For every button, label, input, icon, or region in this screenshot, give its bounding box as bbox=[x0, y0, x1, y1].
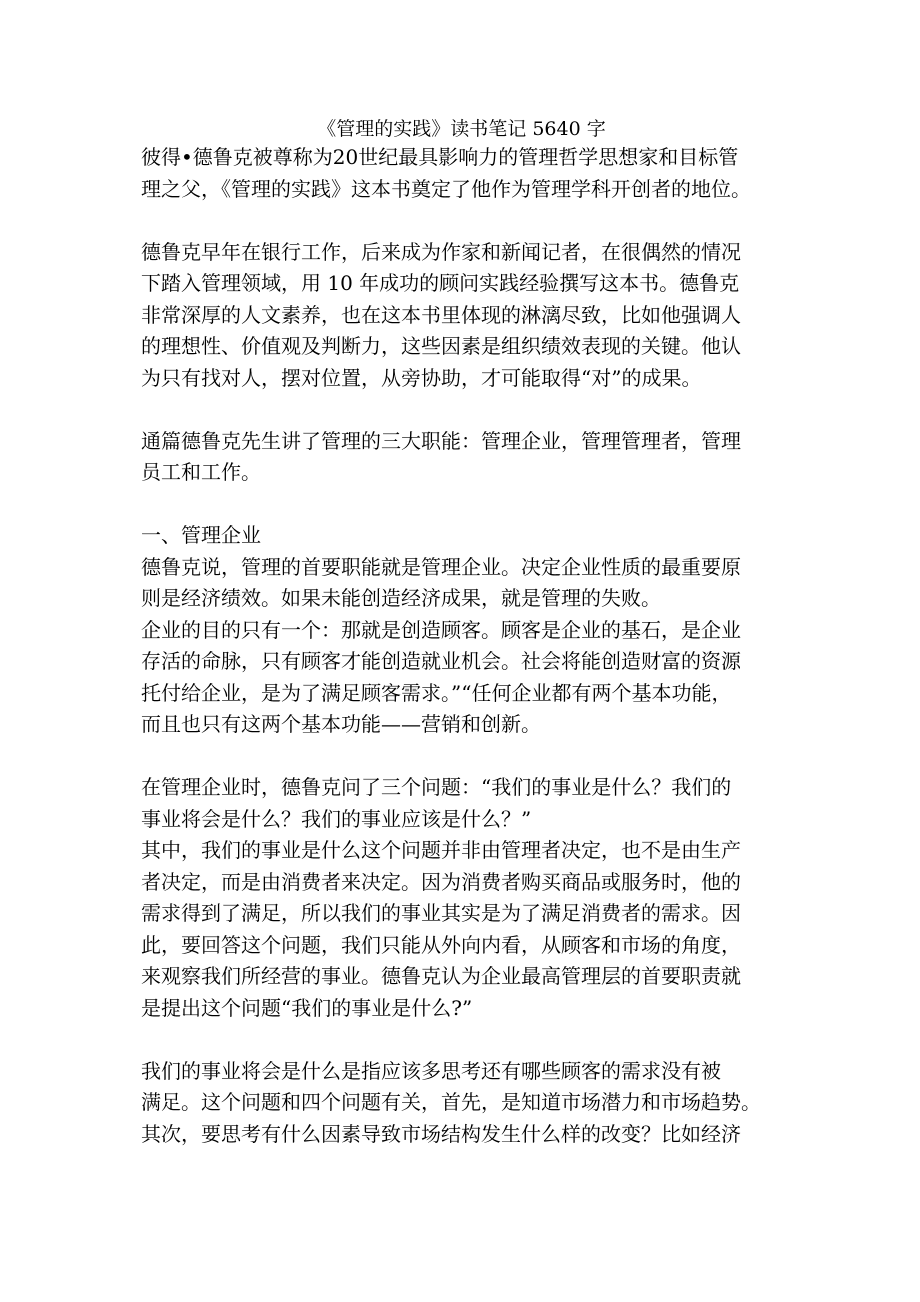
text-line: 者决定，而是由消费者来决定。因为消费者购买商品或服务时，他的 bbox=[141, 869, 741, 894]
text-line: 企业的目的只有一个：那就是创造顾客。顾客是企业的基石，是企业 bbox=[141, 617, 741, 642]
text-line: 员工和工作。 bbox=[141, 460, 261, 484]
text-line: 我们的事业将会是什么是指应该多思考还有哪些顾客的需求没有被 bbox=[141, 1058, 721, 1083]
document-title: 《管理的实践》读书笔记 5640 字 bbox=[317, 118, 606, 140]
paragraph-gap bbox=[141, 489, 782, 521]
section-heading: 一、管理企业 bbox=[141, 523, 261, 547]
text-line: 其中，我们的事业是什么这个问题并非由管理者决定，也不是由生产 bbox=[141, 838, 741, 862]
text-line: 理之父，《管理的实践》这本书奠定了他作为管理学科开创者的地位。 bbox=[141, 176, 751, 201]
text-line: 是提出这个问题“我们的事业是什么?” bbox=[141, 995, 473, 1020]
text-line: 此，要回答这个问题，我们只能从外向内看，从顾客和市场的角度， bbox=[141, 932, 741, 957]
paragraph-gap bbox=[141, 1024, 782, 1056]
paragraph-background bbox=[141, 237, 782, 395]
paragraph-future-business bbox=[141, 1056, 782, 1151]
text-line: 存活的命脉，只有顾客才能创造就业机会。社会将能创造财富的资源 bbox=[141, 649, 741, 673]
text-line: 彼得•德鲁克被尊称为20世纪最具影响力的管理哲学思想家和目标管 bbox=[141, 145, 739, 169]
paragraph-gap bbox=[141, 394, 782, 426]
text-line: 非常深厚的人文素养，也在这本书里体现的淋漓尽致，比如他强调人 bbox=[141, 302, 741, 327]
paragraph-intro bbox=[141, 142, 782, 205]
paragraph-three-questions bbox=[141, 772, 782, 1024]
section-manage-enterprise bbox=[141, 520, 782, 741]
text-line: 来观察我们所经营的事业。德鲁克认为企业最高管理层的首要职责就 bbox=[141, 964, 741, 988]
text-line: 下踏入管理领域，用 10 年成功的顾问实践经验撰写这本书。德鲁克 bbox=[141, 271, 740, 295]
text-line: 需求得到了满足，所以我们的事业其实是为了满足消费者的需求。因 bbox=[141, 901, 741, 925]
text-line: 托付给企业，是为了满足顾客需求。”“任何企业都有两个基本功能， bbox=[141, 680, 732, 705]
text-line: 德鲁克说，管理的首要职能就是管理企业。决定企业性质的最重要原 bbox=[141, 554, 741, 579]
paragraph-three-functions bbox=[141, 426, 782, 489]
text-line: 的理想性、价值观及判断力，这些因素是组织绩效表现的关键。他认 bbox=[141, 334, 741, 358]
text-line: 为只有找对人，摆对位置，从旁协助，才可能取得“对”的成果。 bbox=[141, 365, 702, 390]
text-line: 满足。这个问题和四个问题有关，首先，是知道市场潜力和市场趋势。 bbox=[141, 1090, 761, 1114]
paragraph-gap bbox=[141, 741, 782, 773]
text-line: 其次，要思考有什么因素导致市场结构发生什么样的改变？比如经济 bbox=[141, 1121, 741, 1146]
paragraph-gap bbox=[141, 205, 782, 237]
text-line: 在管理企业时，德鲁克问了三个问题：“我们的事业是什么？我们的 bbox=[141, 775, 732, 799]
text-line: 则是经济绩效。如果未能创造经济成果，就是管理的失败。 bbox=[141, 586, 661, 610]
text-line: 事业将会是什么？我们的事业应该是什么？” bbox=[141, 806, 532, 831]
text-line: 德鲁克早年在银行工作，后来成为作家和新闻记者，在很偶然的情况 bbox=[141, 239, 741, 264]
text-line: 而且也只有这两个基本功能——营销和创新。 bbox=[141, 712, 541, 736]
text-line: 通篇德鲁克先生讲了管理的三大职能：管理企业，管理管理者，管理 bbox=[141, 428, 741, 453]
